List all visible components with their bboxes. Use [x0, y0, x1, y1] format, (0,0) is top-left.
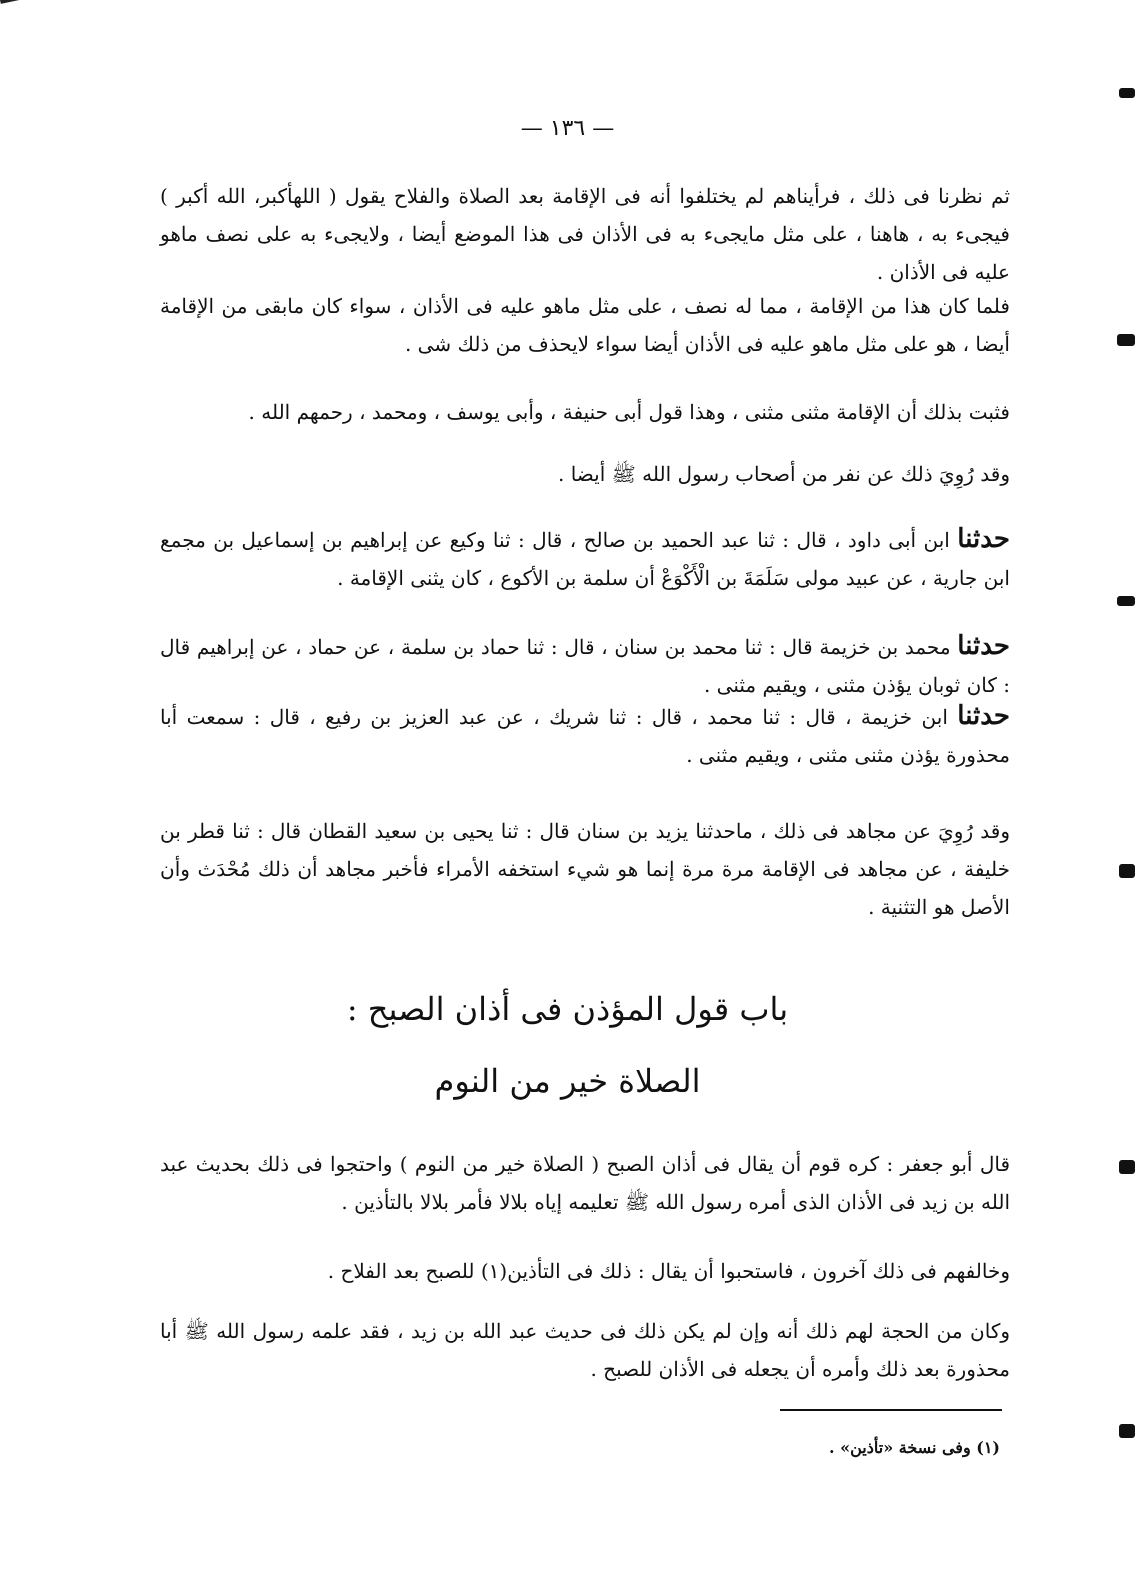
- scan-corner-mark: [0, 0, 22, 4]
- haddathana-keyword: حدثنا: [957, 701, 1011, 731]
- chapter-subheading: الصلاة خير من النوم: [434, 1062, 701, 1100]
- hadith-3: [160, 697, 1010, 774]
- paragraph-text: وكان من الحجة لهم ذلك أنه وإن لم يكن ذلك فى حديث عبد الله بن زيد ، فقد علمه رسول الله ﷺ أبا محذورة بعد ذلك وأمره أن يجعله فى الأذان للصبح .: [160, 1319, 1010, 1381]
- paragraph-text: فلما كان هذا من الإقامة ، مما له نصف ، على مثل ماهو عليه فى الأذان ، سواء كان مابقى من الإقامة أيضا ، هو على مثل ماهو عليه فى الأذان أيضا سواء لايحذف من ذلك شى .: [160, 294, 1010, 356]
- paragraph-text: ابن أبى داود ، قال : ثنا عبد الحميد بن صالح ، قال : ثنا وكيع عن إبراهيم بن إسماعيل بن مجمع ابن جارية ، عن عبيد مولى سَلَمَةَ بن الْأَكْوَعْ أن سلمة بن الأكوع ، كان يثنى الإقامة .: [160, 528, 1010, 590]
- scan-edge-mark: [1119, 1424, 1135, 1438]
- chapter-heading: باب قول المؤذن فى أذان الصبح :: [346, 990, 789, 1028]
- scan-edge-mark: [1119, 864, 1135, 878]
- scan-edge-mark: [1119, 88, 1135, 98]
- scan-edge-mark: [1119, 1160, 1135, 1174]
- paragraph-text: قال أبو جعفر : كره قوم أن يقال فى أذان الصبح ( الصلاة خير من النوم ) واحتجوا فى ذلك بحديث عبد الله بن زيد فى الأذان الذى أمره رسول الله ﷺ تعليمه إياه بلالا فأمر بلالا بالتأذين .: [160, 1152, 1010, 1214]
- paragraph-text: ابن خزيمة ، قال : ثنا محمد ، قال : ثنا شريك ، عن عبد العزيز بن رفيع ، قال : سمعت أبا محذورة يؤذن مثنى مثنى ، ويقيم مثنى .: [160, 705, 1010, 767]
- paragraph-text: وخالفهم فى ذلك آخرون ، فاستحبوا أن يقال : ذلك فى التأذين(١) للصبح بعد الفلاح .: [327, 1259, 1010, 1283]
- haddathana-keyword: حدثنا: [957, 631, 1011, 661]
- paragraph-3: [160, 393, 1010, 431]
- paragraph-text: وقد رُوِيَ عن مجاهد فى ذلك ، ماحدثنا يزيد بن سنان قال : ثنا يحيى بن سعيد القطان قال : ثنا قطر بن خليفة ، عن مجاهد فى الإقامة مرة مرة إنما هو شيء استخفه الأمراء فأخبر مجاهد أن ذلك مُحْدَث وأن الأصل هو التثنية .: [160, 819, 1010, 919]
- paragraph-2: [160, 287, 1010, 363]
- scan-edge-mark: [1117, 596, 1135, 606]
- paragraph-abu-jafar: [160, 1145, 1010, 1221]
- paragraph-proof: [160, 1312, 1010, 1388]
- hadith-1: [160, 520, 1010, 597]
- paragraph-text: وقد رُوِيَ ذلك عن نفر من أصحاب رسول الله ﷺ أيضا .: [557, 462, 1010, 486]
- page-number: — ١٣٦ —: [520, 116, 615, 141]
- paragraph-others: [160, 1252, 1010, 1290]
- paragraph-mujahid: [160, 812, 1010, 926]
- haddathana-keyword: حدثنا: [957, 524, 1010, 554]
- footnote: (١) وفى نسخة «تأذين» .: [828, 1438, 1000, 1457]
- paragraph-4: [160, 455, 1010, 493]
- paragraph-text: محمد بن خزيمة قال : ثنا محمد بن سنان ، قال : ثنا حماد بن سلمة ، عن حماد ، عن إبراهيم قال : كان ثوبان يؤذن مثنى ، ويقيم مثنى .: [160, 635, 1010, 697]
- hadith-2: [160, 627, 1010, 704]
- footnote-divider: [780, 1409, 1002, 1411]
- paragraph-text: ثم نظرنا فى ذلك ، فرأيناهم لم يختلفوا أنه فى الإقامة بعد الصلاة والفلاح يقول ( اللهأكبر، الله أكبر ) فيجىء به ، هاهنا ، على مثل مايجىء به فى الأذان فى هذا الموضع أيضا ، ولايجىء به على نصف ماهو عليه فى الأذان .: [160, 184, 1010, 284]
- paragraph-1: [160, 177, 1010, 291]
- paragraph-text: فثبت بذلك أن الإقامة مثنى مثنى ، وهذا قول أبى حنيفة ، وأبى يوسف ، ومحمد ، رحمهم الله .: [248, 400, 1010, 424]
- scan-edge-mark: [1117, 334, 1135, 346]
